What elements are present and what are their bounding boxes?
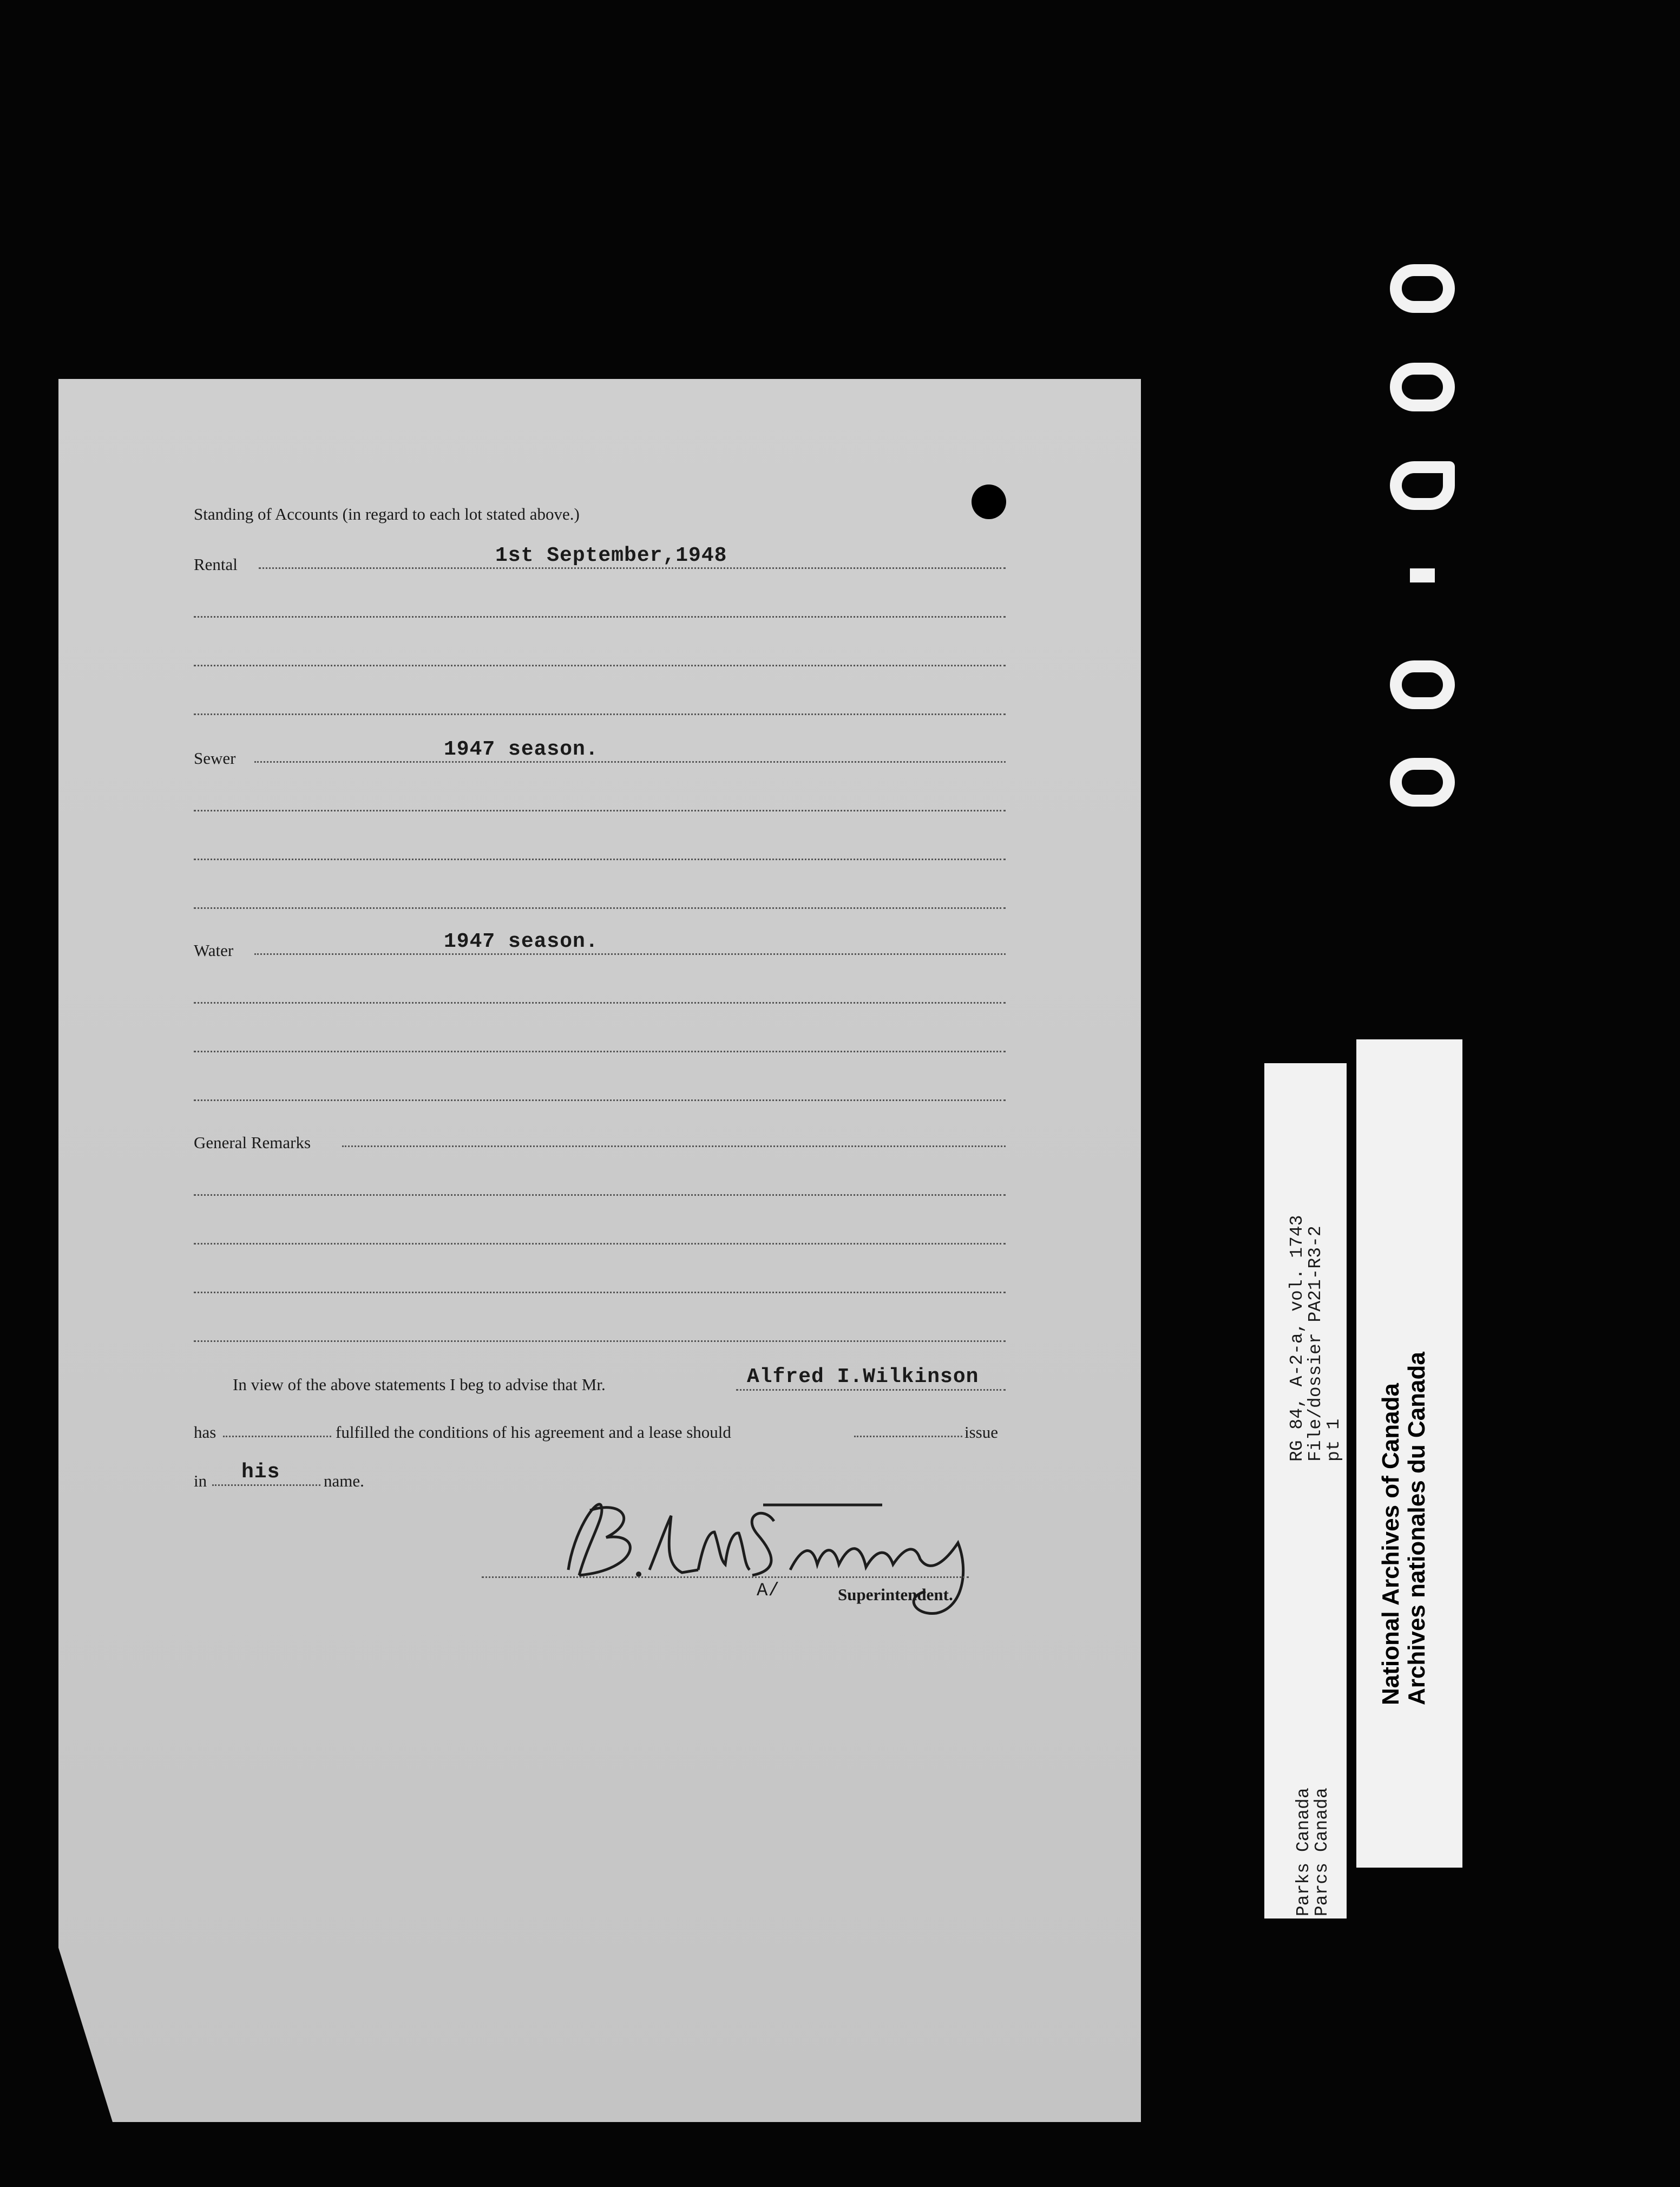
rental-line [259,567,1006,569]
lessee-name: Alfred I.Wilkinson [747,1365,979,1389]
should-blank [854,1436,962,1437]
sewer-blank-line [194,859,1006,860]
rental-value: 1st September,1948 [495,544,727,567]
reference-line-2: File/dossier PA21-R3-2 [1305,1226,1325,1462]
frame-hyphen [1410,568,1435,582]
reference-line-1: RG 84, A-2-a, vol. 1743 [1287,1215,1307,1462]
frame-digit [1390,363,1455,411]
conditions-text: fulfilled the conditions of his agreement and a lease should [336,1423,731,1442]
name-line [736,1389,1006,1391]
remarks-blank-line [194,1243,1006,1245]
document-page [58,379,1141,2122]
punch-hole [972,484,1006,519]
in-label: in [194,1471,207,1490]
institution-name [1378,1352,1430,1705]
institution-line-1: National Archives of Canada [1377,1383,1404,1705]
agency-name [1295,1787,1331,1916]
institution-line-2: Archives nationales du Canada [1403,1352,1430,1705]
signatory-title: Superintendent. [838,1585,953,1604]
frame-digit [1390,660,1455,709]
sewer-blank-line [194,810,1006,811]
standing-of-accounts-heading: Standing of Accounts (in regard to each lot stated above.) [194,505,580,523]
water-value: 1947 season. [444,930,599,953]
water-blank-line [194,1002,1006,1004]
sewer-value: 1947 season. [444,738,599,761]
water-label: Water [194,941,234,960]
agency-line-1: Parks Canada [1294,1787,1314,1916]
archive-reference [1288,1215,1343,1462]
frame-digit [1390,461,1455,510]
issue-label: issue [964,1423,998,1442]
sewer-line [254,761,1006,763]
name-label: name. [324,1471,364,1490]
acting-prefix: A/ [757,1581,780,1601]
remarks-blank-line [194,1194,1006,1196]
general-remarks-label: General Remarks [194,1133,311,1152]
rental-blank-line [194,616,1006,618]
signature-line [482,1576,969,1578]
remarks-blank-line [194,1340,1006,1342]
water-blank-line [194,1099,1006,1101]
rental-label: Rental [194,555,238,574]
water-line [254,953,1006,955]
sewer-blank-line [194,907,1006,909]
pronoun-line [212,1484,320,1486]
pronoun-value: his [241,1461,280,1484]
frame-digit [1390,264,1455,313]
remarks-blank-line [194,1292,1006,1293]
agency-line-2: Parcs Canada [1312,1787,1332,1916]
advise-text: In view of the above statements I beg to advise that Mr. [233,1375,606,1394]
rental-blank-line [194,665,1006,666]
frame-digit [1390,758,1455,807]
has-blank [223,1436,331,1437]
sewer-label: Sewer [194,749,236,768]
superintendent-signature [557,1483,1045,1624]
rental-blank-line [194,713,1006,715]
has-label: has [194,1423,216,1442]
remarks-line [342,1145,1006,1147]
water-blank-line [194,1051,1006,1052]
reference-line-3: pt 1 [1324,1418,1344,1462]
